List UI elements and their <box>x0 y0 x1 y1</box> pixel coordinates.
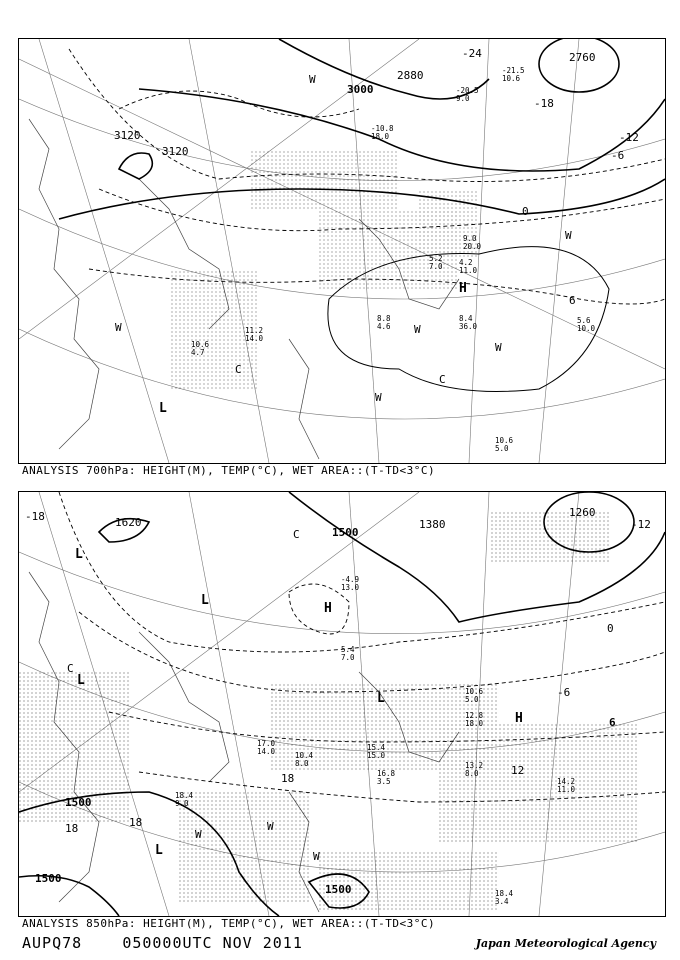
low-marker: L <box>159 401 167 416</box>
cold-marker: C <box>235 363 242 376</box>
low-marker: L <box>155 843 163 858</box>
svg-text:11.2: 11.2 <box>245 326 264 335</box>
warm-marker: W <box>267 820 274 833</box>
svg-text:14.0: 14.0 <box>257 747 276 756</box>
warm-marker: W <box>195 828 202 841</box>
svg-text:7.0: 7.0 <box>429 262 443 271</box>
temp-label: -12 <box>619 131 639 144</box>
svg-text:10.6: 10.6 <box>465 687 484 696</box>
cold-marker: C <box>293 528 300 541</box>
svg-text:-21.5: -21.5 <box>502 66 525 75</box>
chart-identifier <box>22 934 303 952</box>
svg-text:8.0: 8.0 <box>295 759 309 768</box>
station-plot <box>377 769 396 786</box>
station-plot <box>456 86 479 103</box>
temp-label: 0 <box>607 622 614 635</box>
svg-text:11.0: 11.0 <box>557 785 576 794</box>
svg-text:18.4: 18.4 <box>175 791 194 800</box>
svg-text:9.0: 9.0 <box>175 799 189 808</box>
chart-datetime: 050000UTC NOV 2011 <box>122 934 303 952</box>
svg-text:-20.5: -20.5 <box>456 86 479 95</box>
svg-text:9.0: 9.0 <box>456 94 470 103</box>
svg-text:12.8: 12.8 <box>465 711 484 720</box>
panel-caption-700: ANALYSIS 700hPa: HEIGHT(M), TEMP(°C), WET AREA::(T-TD<3°C) <box>22 464 436 477</box>
temp-label: 6 <box>569 294 576 307</box>
height-label: 3120 <box>114 129 141 142</box>
high-marker: H <box>515 711 523 726</box>
svg-text:36.0: 36.0 <box>459 322 478 331</box>
temp-label: -6 <box>611 149 625 162</box>
map-panel-700hpa <box>18 38 666 464</box>
svg-text:5.0: 5.0 <box>495 444 509 453</box>
station-plot <box>341 645 355 662</box>
low-marker: L <box>201 593 209 608</box>
svg-text:5.0: 5.0 <box>465 695 479 704</box>
map-panel-850hpa <box>18 491 666 917</box>
height-label: 1380 <box>419 518 446 531</box>
station-plot <box>371 124 394 141</box>
warm-marker: W <box>375 391 382 404</box>
station-plot <box>502 66 525 83</box>
svg-text:15.4: 15.4 <box>367 743 386 752</box>
height-label: 1500 <box>332 526 359 539</box>
temp-label: 12 <box>511 764 525 777</box>
station-plot <box>495 436 514 453</box>
station-plot <box>367 743 386 760</box>
station-plot <box>459 258 478 275</box>
svg-text:16.8: 16.8 <box>377 769 396 778</box>
temp-label: -24 <box>462 47 482 60</box>
temp-label: -18 <box>25 510 45 523</box>
height-label: 1500 <box>65 796 92 809</box>
height-label: 2880 <box>397 69 424 82</box>
temp-label: 18 <box>129 816 143 829</box>
temp-label: 18 <box>65 822 79 835</box>
svg-text:8.8: 8.8 <box>377 314 391 323</box>
svg-text:10.4: 10.4 <box>295 751 314 760</box>
svg-text:3.5: 3.5 <box>377 777 391 786</box>
temp-label: -6 <box>557 686 571 699</box>
cold-marker: C <box>439 373 446 386</box>
station-plot <box>341 575 360 592</box>
warm-marker: W <box>414 323 421 336</box>
svg-text:5.2: 5.2 <box>429 254 443 263</box>
agency-credit: Japan Meteorological Agency <box>475 937 656 950</box>
warm-marker: W <box>565 229 572 242</box>
svg-text:14.2: 14.2 <box>557 777 576 786</box>
svg-text:14.0: 14.0 <box>245 334 264 343</box>
svg-text:13.2: 13.2 <box>465 761 484 770</box>
chart-code: AUPQ78 <box>22 934 83 952</box>
svg-text:15.0: 15.0 <box>367 751 386 760</box>
height-label: 3120 <box>162 145 189 158</box>
svg-text:8.4: 8.4 <box>459 314 473 323</box>
high-marker: H <box>324 601 332 616</box>
svg-text:10.6: 10.6 <box>495 436 514 445</box>
map-700hpa-canvas <box>19 39 665 463</box>
svg-text:4.6: 4.6 <box>377 322 391 331</box>
svg-text:4.2: 4.2 <box>459 258 473 267</box>
temp-label: -12 <box>631 518 651 531</box>
svg-text:18.0: 18.0 <box>371 132 390 141</box>
warm-marker: W <box>495 341 502 354</box>
station-plot <box>557 777 576 794</box>
svg-text:4.7: 4.7 <box>191 348 205 357</box>
svg-text:7.0: 7.0 <box>341 653 355 662</box>
height-label: 1500 <box>325 883 352 896</box>
svg-text:5.6: 5.6 <box>577 316 591 325</box>
warm-marker: W <box>309 73 316 86</box>
height-label: 3000 <box>347 83 374 96</box>
temperature-labels <box>462 47 639 307</box>
warm-marker: W <box>313 850 320 863</box>
svg-text:17.0: 17.0 <box>257 739 276 748</box>
low-marker: L <box>77 673 85 688</box>
svg-text:-4.9: -4.9 <box>341 575 360 584</box>
height-label: 1620 <box>115 516 142 529</box>
svg-text:10.6: 10.6 <box>191 340 210 349</box>
temp-label: 0 <box>522 205 529 218</box>
station-plot <box>377 314 391 331</box>
svg-text:13.0: 13.0 <box>341 583 360 592</box>
svg-text:5.4: 5.4 <box>341 645 355 654</box>
height-label: 1500 <box>35 872 62 885</box>
wet-area-stipple <box>19 512 639 912</box>
station-plot <box>429 254 443 271</box>
cold-marker: C <box>67 662 74 675</box>
svg-text:10.6: 10.6 <box>502 74 521 83</box>
station-plot <box>495 889 514 906</box>
temp-label: 6 <box>609 716 616 729</box>
svg-text:11.0: 11.0 <box>459 266 478 275</box>
low-marker: L <box>377 691 385 706</box>
high-marker: H <box>459 281 467 296</box>
svg-text:20.0: 20.0 <box>463 242 482 251</box>
warm-marker: W <box>115 321 122 334</box>
panel-caption-850: ANALYSIS 850hPa: HEIGHT(M), TEMP(°C), WET AREA::(T-TD<3°C) <box>22 917 436 930</box>
station-plot <box>465 711 484 728</box>
low-marker: L <box>75 547 83 562</box>
svg-text:10.0: 10.0 <box>577 324 596 333</box>
temp-label: -18 <box>534 97 554 110</box>
temp-label: 18 <box>281 772 295 785</box>
svg-text:-10.8: -10.8 <box>371 124 394 133</box>
height-label: 1260 <box>569 506 596 519</box>
svg-text:18.4: 18.4 <box>495 889 514 898</box>
station-plot <box>459 314 478 331</box>
svg-text:8.0: 8.0 <box>465 769 479 778</box>
svg-text:18.0: 18.0 <box>465 719 484 728</box>
station-plot <box>577 316 596 333</box>
height-label: 2760 <box>569 51 596 64</box>
station-plot <box>257 739 276 756</box>
svg-text:3.4: 3.4 <box>495 897 509 906</box>
map-850hpa-canvas <box>19 492 665 916</box>
station-plot <box>245 326 264 343</box>
svg-text:9.0: 9.0 <box>463 234 477 243</box>
